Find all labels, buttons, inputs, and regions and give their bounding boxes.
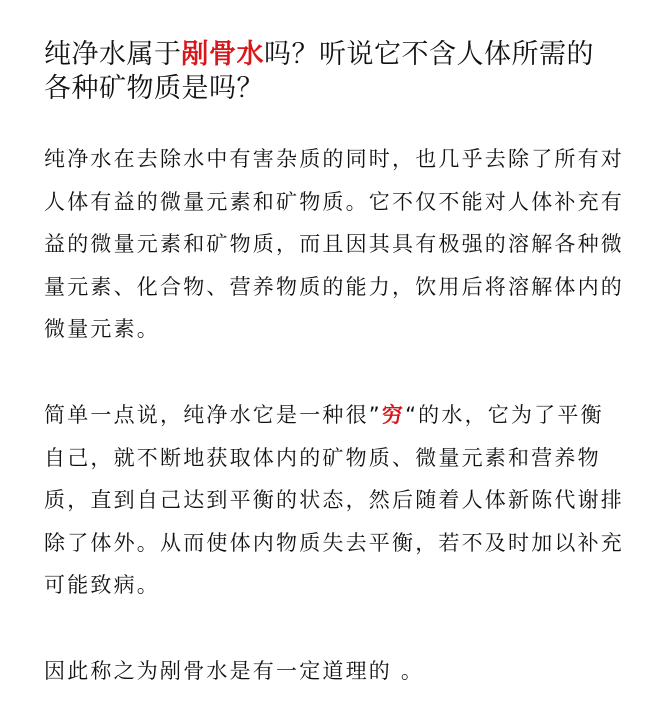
paragraph-2-text-after: “的水，它为了平衡自己，就不断地获取体内的矿物质、微量元素和营养物质，直到自己达到平衡的状态，然后随着人体新陈代谢排除了体外。从而使体内物质失去平衡，若不及时加以补充可能致病。 [44,403,624,597]
article-title [44,38,614,106]
paragraph-2-text-before: 简单一点说，纯净水它是一种很” [44,403,382,427]
title-highlight: 剐骨水 [181,39,264,70]
paragraph-2-highlight: 穷 [381,403,406,427]
title-text-before: 纯净水属于 [44,39,182,70]
paragraph-3: 因此称之为剐骨水是有一定道理的 。 [44,659,425,683]
title-text-after: 吗？听说它不含人体所需的各种矿物质是吗？ [44,39,594,104]
paragraph-1: 纯净水在去除水中有害杂质的同时，也几乎去除了所有对人体有益的微量元素和矿物质。它不仅不能对人体补充有益的微量元素和矿物质，而且因其具有极强的溶解各种微量元素、化合物、营养物质的能力，饮用后将溶解体内的微量元素。 [44,147,624,341]
paragraph-2 [44,394,624,607]
